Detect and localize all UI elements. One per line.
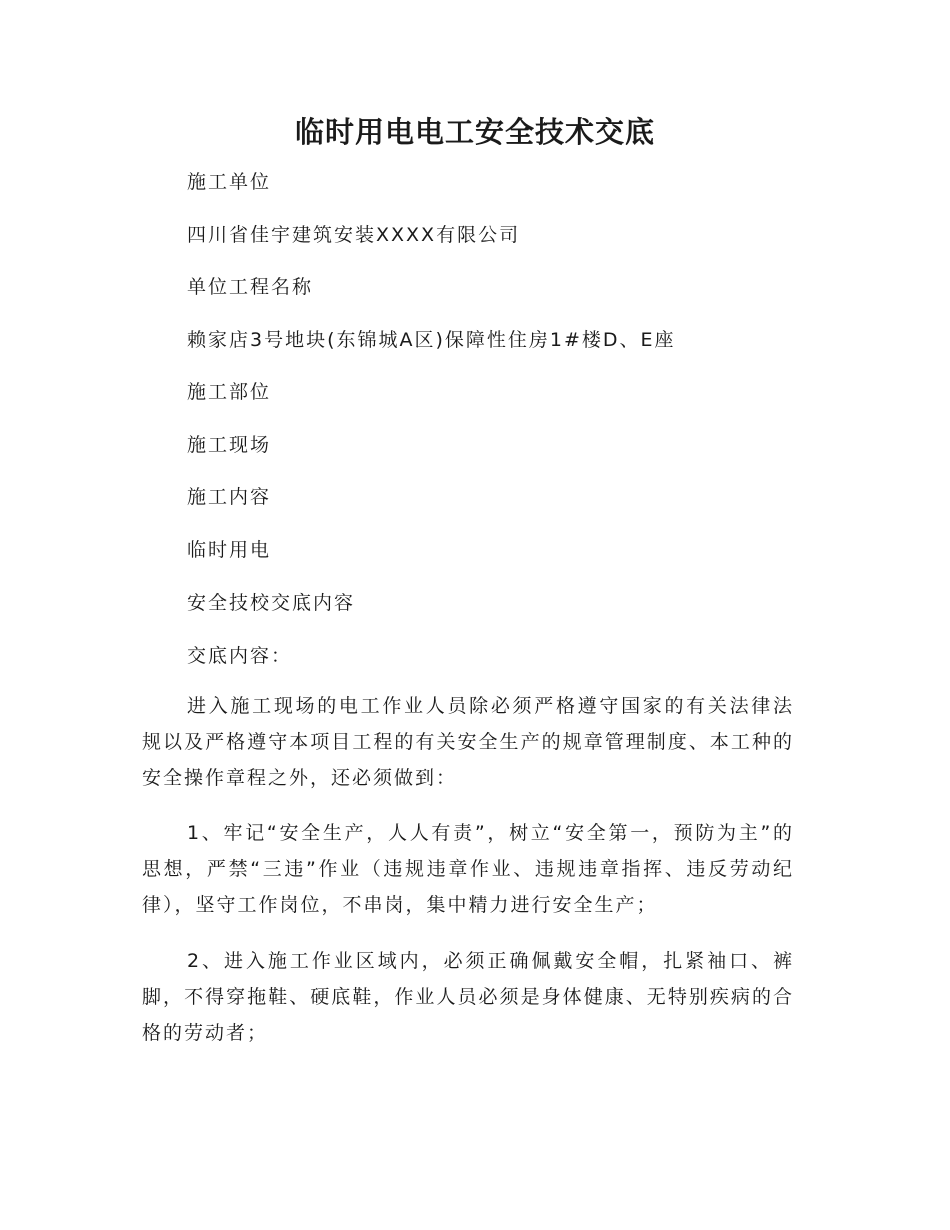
paragraph-item-1: 1、牢记“安全生产，人人有责”，树立“安全第一，预防为主”的思想，严禁“三违”作业（违规违章作业、违规违章指挥、违反劳动纪律），坚守工作岗位，不串岗，集中精力进行安全生产； bbox=[142, 822, 794, 916]
field-location-value: 施工现场 bbox=[187, 434, 272, 456]
field-construction-unit-label: 施工单位 bbox=[187, 171, 272, 193]
field-content-value: 临时用电 bbox=[187, 539, 272, 561]
paragraph-intro: 进入施工现场的电工作业人员除必须严格遵守国家的有关法律法规以及严格遵守本项目工程的有关安全生产的规章管理制度、本工种的安全操作章程之外，还必须做到： bbox=[142, 695, 794, 789]
field-safety-briefing-label: 安全技校交底内容 bbox=[187, 592, 356, 614]
field-location-label: 施工部位 bbox=[187, 381, 272, 403]
field-construction-unit-value: 四川省佳宇建筑安装XXXX有限公司 bbox=[187, 224, 521, 246]
field-content-label: 施工内容 bbox=[187, 486, 272, 508]
field-project-name-value: 赖家店3号地块(东锦城A区)保障性住房1#楼D、E座 bbox=[187, 329, 676, 351]
paragraph-item-2: 2、进入施工作业区域内，必须正确佩戴安全帽，扎紧袖口、裤脚，不得穿拖鞋、硬底鞋，作业人员必须是身体健康、无特别疾病的合格的劳动者； bbox=[142, 950, 794, 1044]
field-briefing-content-label: 交底内容： bbox=[187, 645, 293, 667]
document-title: 临时用电电工安全技术交底 bbox=[294, 115, 655, 149]
field-project-name-label: 单位工程名称 bbox=[187, 276, 314, 298]
